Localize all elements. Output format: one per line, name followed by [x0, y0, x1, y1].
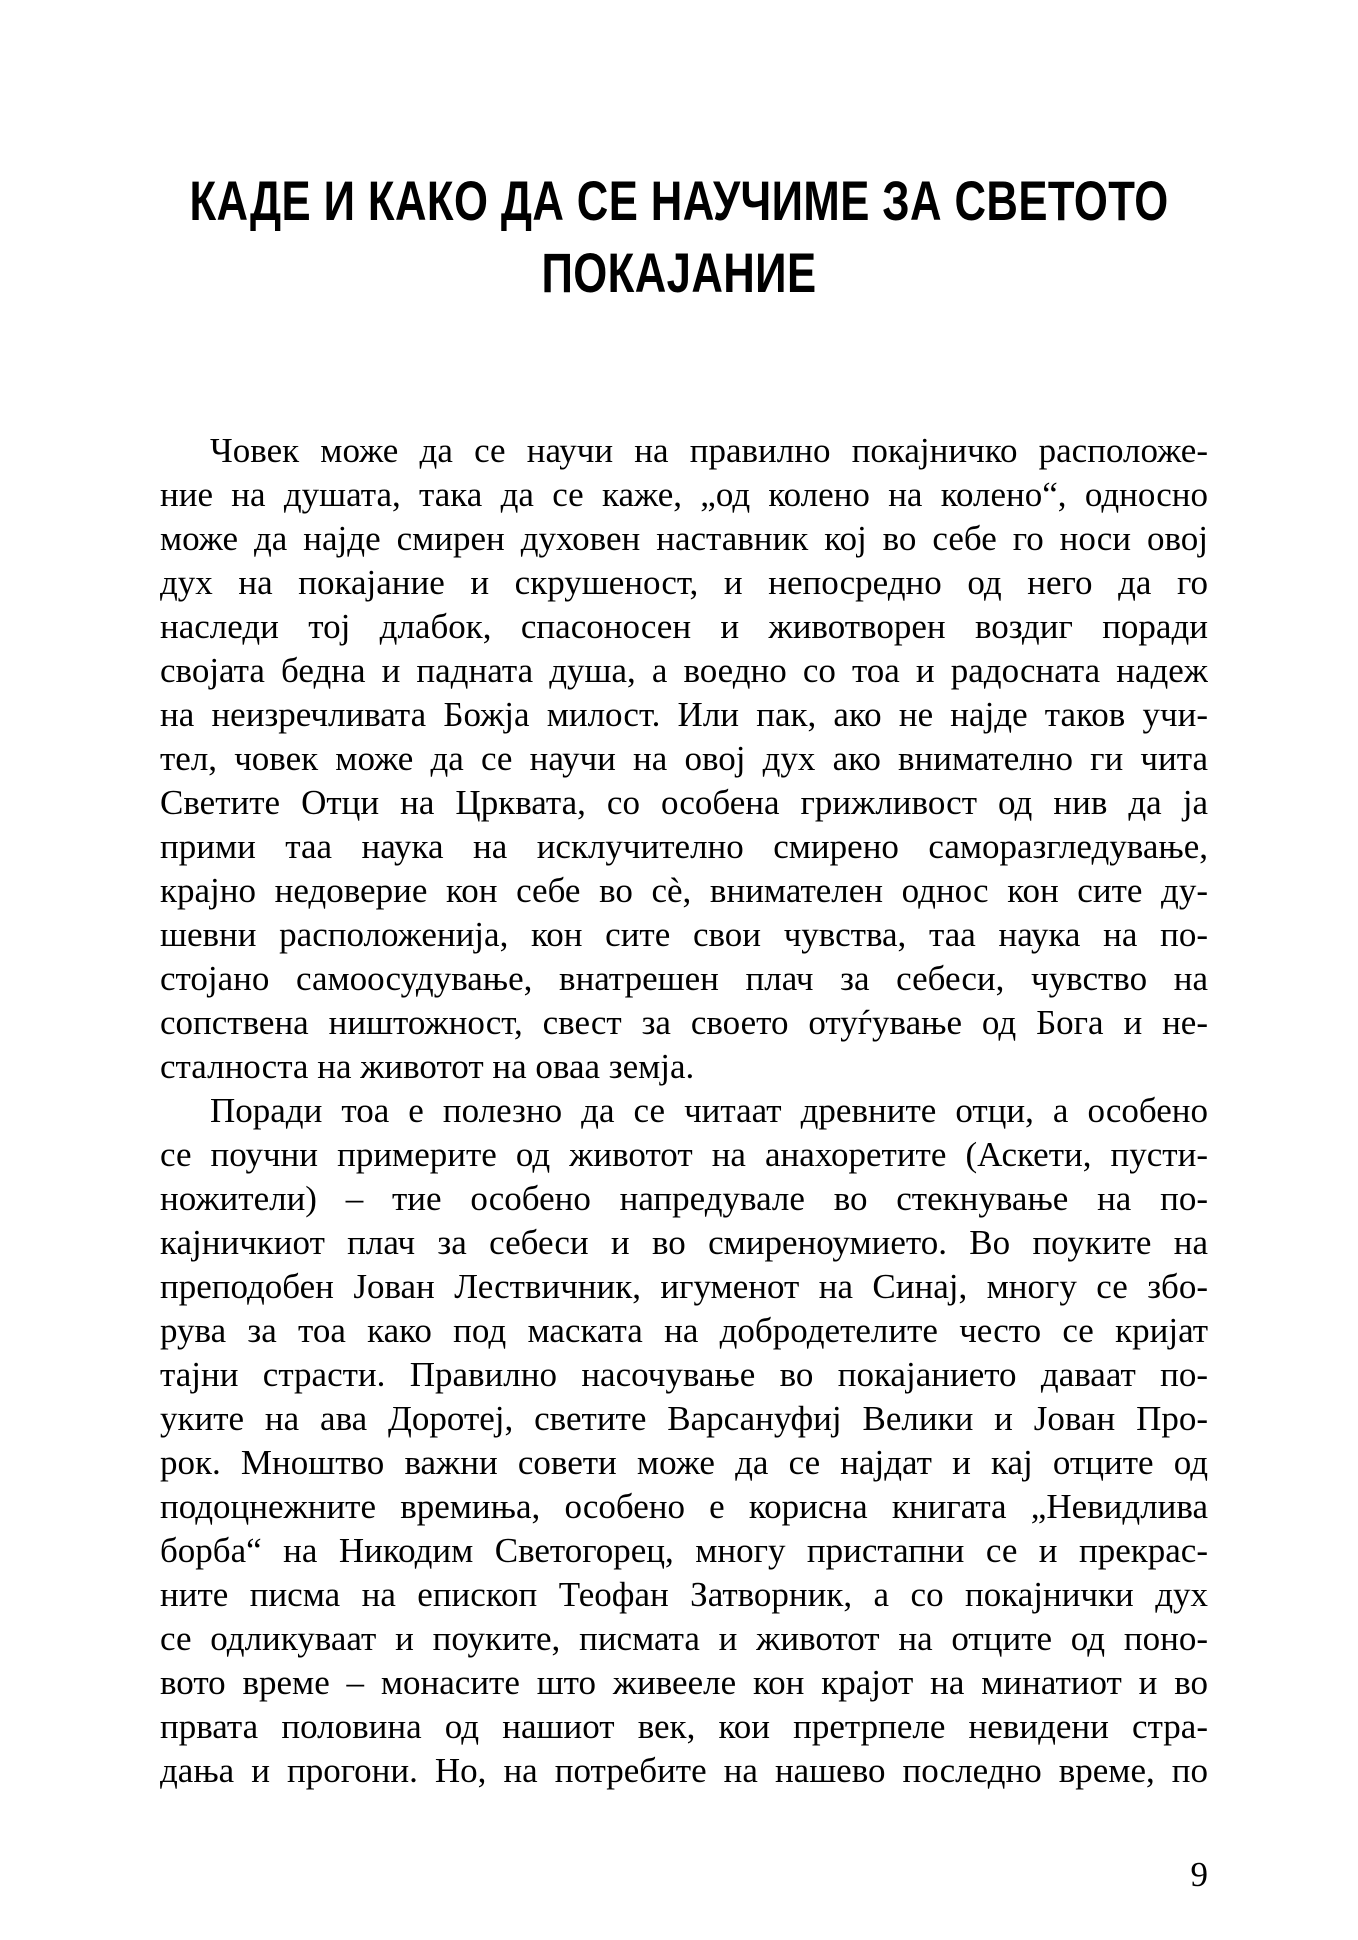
paragraph — [160, 1089, 1208, 1793]
text-line: сталноста на животот на оваа земја. — [160, 1047, 695, 1086]
text-line: својата бедна и падната душа, а воедно со тоа и радосната надеж — [160, 651, 1208, 690]
text-line: првата половина од нашиот век, кои претрпеле невидени стра- — [160, 1707, 1208, 1746]
text-line: кајничкиот плач за себеси и во смиреноумието. Во поуките на — [160, 1223, 1208, 1262]
text-line: ните писма на епископ Теофан Затворник, а со покајнички дух — [160, 1575, 1208, 1614]
body-text — [160, 429, 1208, 1793]
text-line: прими таа наука на исклучително смирено саморазгледување, — [160, 827, 1208, 866]
text-line: шевни расположенија, кон сите свои чувства, таа наука на по- — [160, 915, 1208, 954]
text-line: наследи тој длабок, спасоносен и животворен воздиг поради — [160, 607, 1208, 646]
text-line: сопствена ништожност, свест за своето отуѓување од Бога и не- — [160, 1003, 1208, 1042]
text-line: се поучни примерите од животот на анахоретите (Аскети, пусти- — [160, 1135, 1208, 1174]
text-line: преподобен Јован Лествичник, игуменот на Синај, многу се збо- — [160, 1267, 1208, 1306]
text-line: рок. Мноштво важни совети може да се најдат и кај отците од — [160, 1443, 1208, 1482]
text-line: може да најде смирен духовен наставник кој во себе го носи овој — [160, 519, 1208, 558]
text-line: дух на покајание и скрушеност, и непосредно од него да го — [160, 563, 1208, 602]
text-line: рува за тоа како под маската на добродетелите често се кријат — [160, 1311, 1208, 1350]
page-number: 9 — [1190, 1855, 1208, 1894]
text-line: тел, човек може да се научи на овој дух ако внимателно ги чита — [160, 739, 1208, 778]
text-line: ние на душата, така да се каже, „од колено на колено“, односно — [160, 475, 1208, 514]
text-line: ножители) – тие особено напредувале во стекнување на по- — [160, 1179, 1208, 1218]
page-title — [0, 165, 1358, 309]
page-title-line-1: КАДЕ И КАКО ДА СЕ НАУЧИМЕ ЗА СВЕТОТО — [189, 169, 1169, 232]
text-line: подоцнежните времиња, особено е корисна книгата „Невидлива — [160, 1487, 1208, 1526]
text-line: Светите Отци на Црквата, со особена грижливост од нив да ја — [160, 783, 1208, 822]
text-line: Човек може да се научи на правилно покајничко расположе- — [210, 431, 1208, 470]
text-line: вото време – монасите што живееле кон крајот на минатиот и во — [160, 1663, 1208, 1702]
text-line: Поради тоа е полезно да се читаат древните отци, а особено — [210, 1091, 1208, 1130]
text-line: крајно недоверие кон себе во сѐ, внимателен однос кон сите ду- — [160, 871, 1208, 910]
text-line: уките на ава Доротеј, светите Варсануфиј Велики и Јован Про- — [160, 1399, 1208, 1438]
text-line: се одликуваат и поуките, писмата и животот на отците од поно- — [160, 1619, 1208, 1658]
text-line: стојано самоосудување, внатрешен плач за себеси, чувство на — [160, 959, 1208, 998]
text-line: тајни страсти. Правилно насочување во покајанието даваат по- — [160, 1355, 1208, 1394]
paragraph — [160, 429, 1208, 1089]
text-line: борба“ на Никодим Светогорец, многу пристапни се и прекрас- — [160, 1531, 1208, 1570]
page-title-line-2: ПОКАЈАНИЕ — [541, 241, 817, 304]
text-line: на неизречливата Божја милост. Или пак, ако не најде таков учи- — [160, 695, 1208, 734]
text-line: дања и прогони. Но, на потребите на нашево последно време, по — [160, 1751, 1208, 1790]
